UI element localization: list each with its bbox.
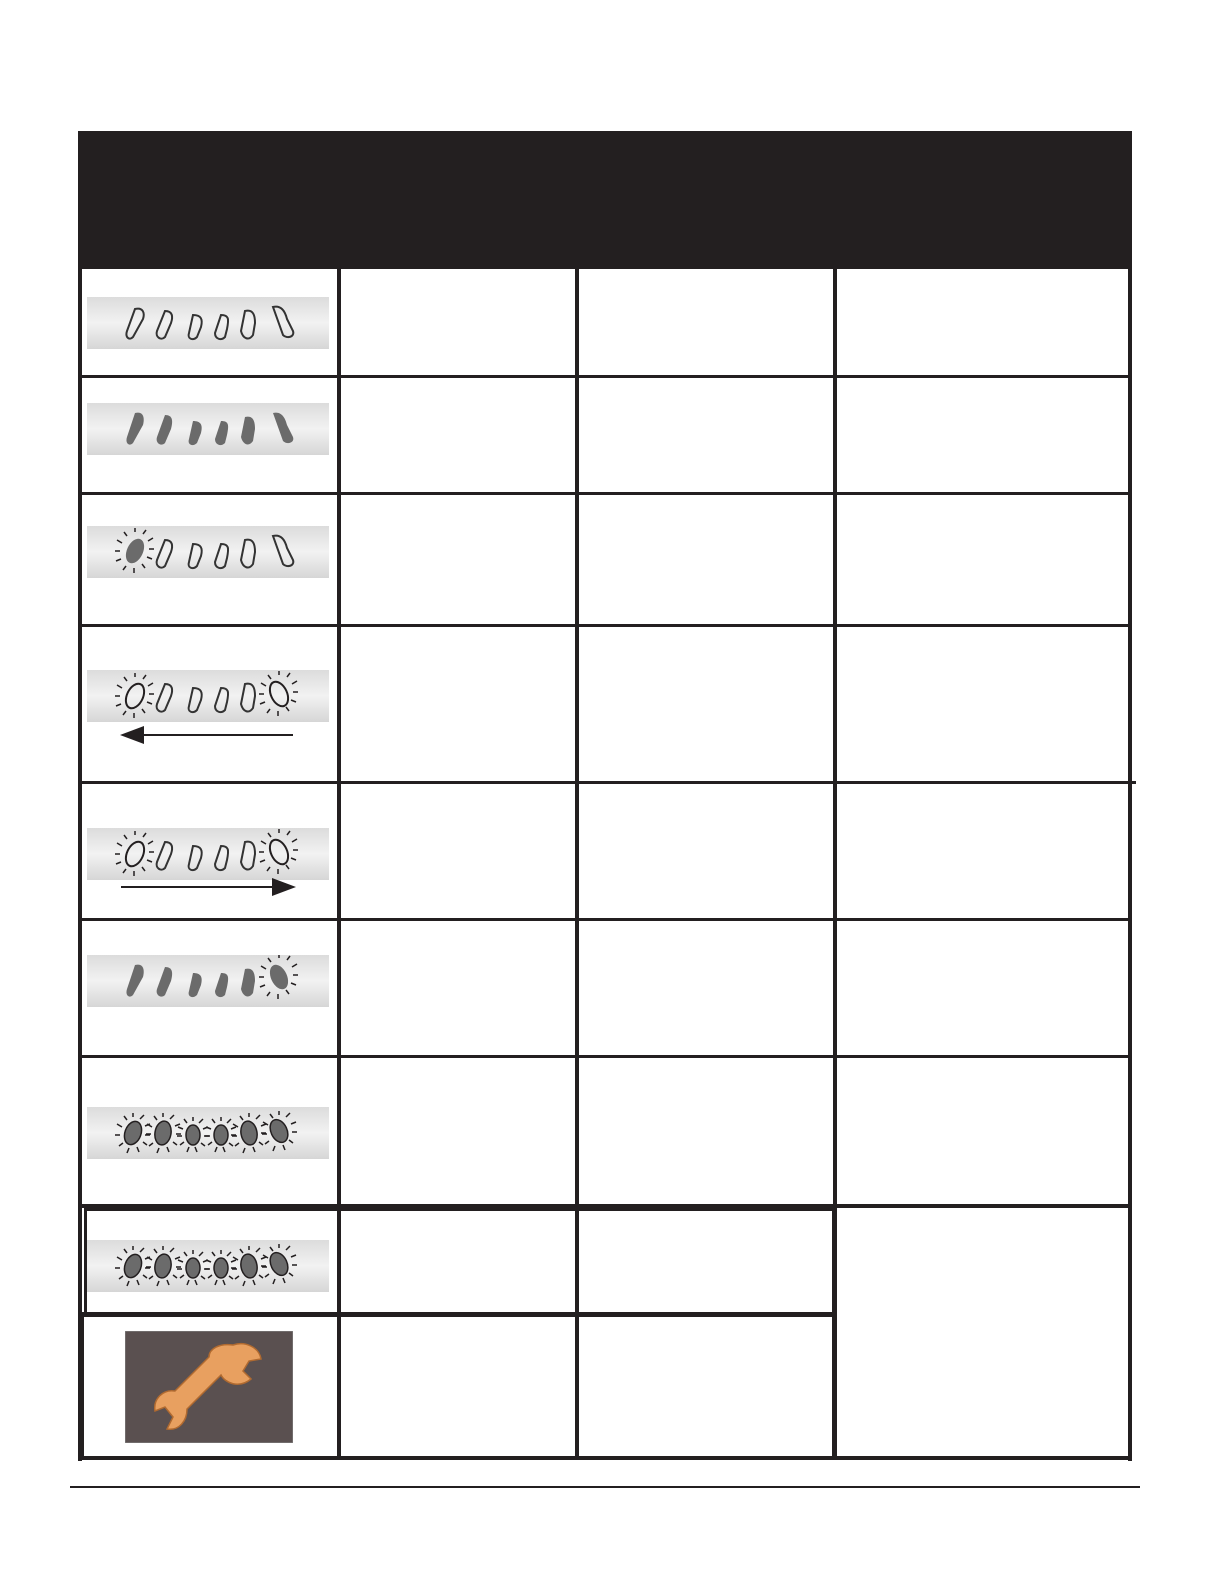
table-border-left — [78, 131, 82, 1461]
row-3-col-2 — [341, 495, 575, 624]
table-border-bottom — [78, 1456, 1132, 1460]
led-strip-all-flashing — [87, 1240, 329, 1292]
led-strip-all-off — [87, 297, 329, 349]
row-8-9-col-4-merged — [837, 1208, 1128, 1456]
led-strip-all-on — [87, 403, 329, 455]
led-strip-first-flashing — [87, 526, 329, 578]
row-9-col-2 — [341, 1317, 575, 1456]
row-1-col-2 — [341, 271, 575, 375]
led-strip-ends-flashing — [87, 828, 329, 880]
arrow-left-icon — [118, 724, 298, 746]
row-6-col-3 — [579, 921, 833, 1055]
table-border-right — [1128, 131, 1132, 1461]
header-cell-indicator — [80, 131, 338, 269]
row-1-col-4 — [837, 271, 1128, 375]
row-3-col-4 — [837, 495, 1128, 624]
led-strip-ends-flashing — [87, 670, 329, 722]
wrench-icon — [125, 1331, 293, 1443]
row-7-col-4 — [837, 1058, 1128, 1204]
row-5-col-4 — [837, 784, 1128, 918]
row-5-col-2 — [341, 784, 575, 918]
arrow-right-icon — [118, 876, 298, 898]
row-8-col-2 — [341, 1211, 575, 1312]
row-5-col-3 — [579, 784, 833, 918]
row-6-col-4 — [837, 921, 1128, 1055]
row-4-col-3 — [579, 627, 833, 781]
header-cell-3 — [578, 131, 836, 269]
row-2-col-3 — [579, 378, 833, 492]
row-1-col-3 — [579, 271, 833, 375]
row-9-col-3 — [579, 1317, 832, 1456]
row-2-col-4 — [837, 378, 1128, 492]
box-border — [78, 1317, 84, 1460]
row-2-col-2 — [341, 378, 575, 492]
footer-rule — [70, 1486, 1140, 1488]
row-4-col-4 — [837, 627, 1128, 781]
row-8-col-3 — [579, 1211, 832, 1312]
row-4-col-2 — [341, 627, 575, 781]
row-3-col-3 — [579, 495, 833, 624]
led-strip-all-flashing — [87, 1107, 329, 1159]
led-strip-last-flashing — [87, 955, 329, 1007]
row-7-col-2 — [341, 1058, 575, 1204]
row-6-col-2 — [341, 921, 575, 1055]
header-cell-4 — [838, 131, 1130, 269]
header-cell-2 — [340, 131, 576, 269]
row-7-col-3 — [579, 1058, 833, 1204]
